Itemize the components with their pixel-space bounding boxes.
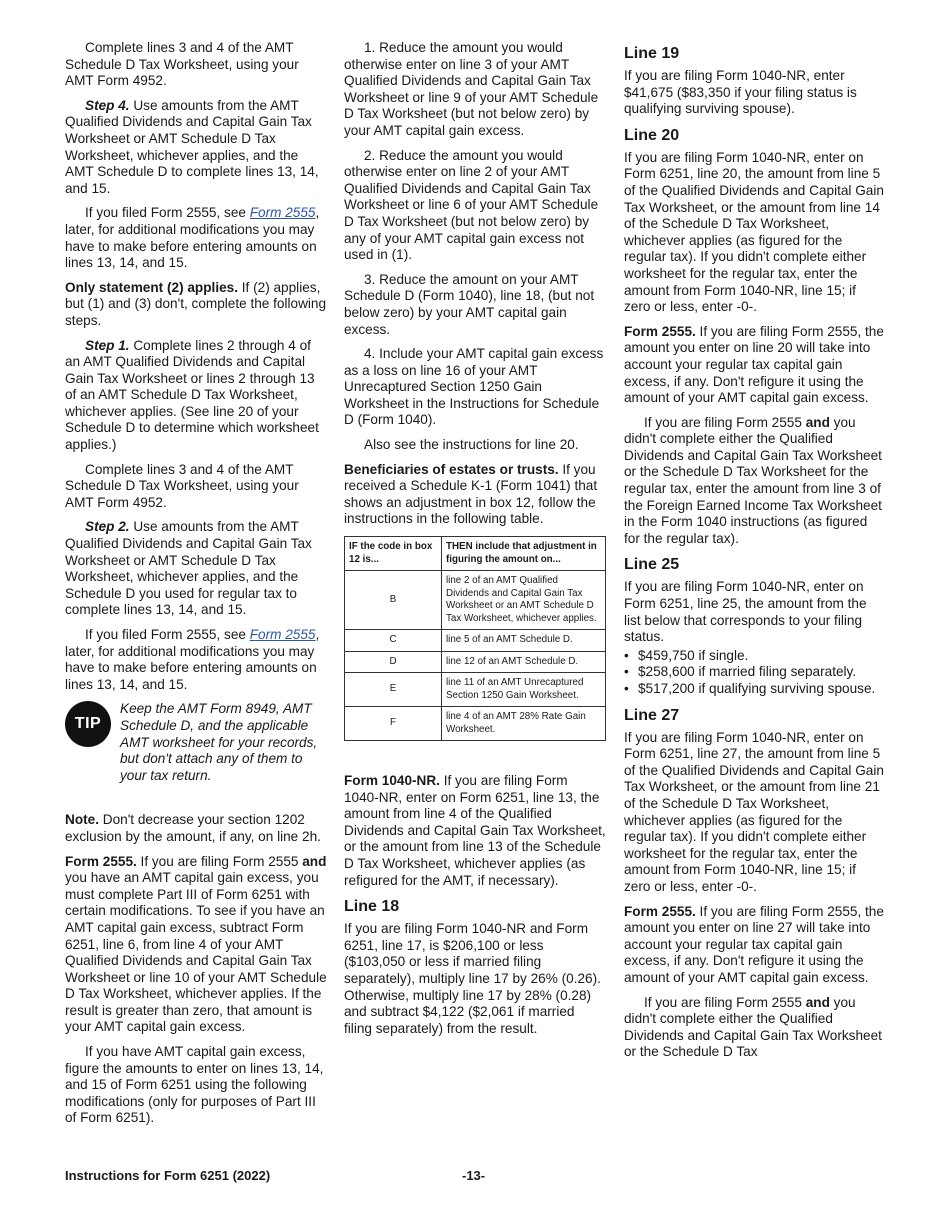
table-header: THEN include that adjustment in figuring the amount on... — [442, 537, 606, 571]
paragraph-beneficiaries: Beneficiaries of estates or trusts. If you received a Schedule K-1 (Form 1041) that shows an adjustment in box 12, follow the instructions in the following table. — [344, 461, 598, 527]
table-row — [345, 651, 606, 673]
section-heading-line18: Line 18 — [344, 898, 400, 916]
table-row — [345, 707, 606, 741]
tip-icon: TIP — [65, 701, 111, 747]
list-item: • $517,200 if qualifying surviving spouse. — [624, 681, 886, 698]
paragraph: If you are filing Form 1040-NR, enter on Form 6251, line 27, the amount from line 5 of the Qualified Dividends and Capital Gain Tax Worksheet, or the amount from line 21 of the Schedule D Tax Worksheet, whichever applies (as figured for the regular tax). If you didn't complete either worksheet for the regular tax, enter the amount from Form 1040-NR, line 15; if zero or less, enter -0-. — [624, 729, 884, 894]
table-row — [345, 571, 606, 630]
paragraph: If you are filing Form 2555 and you didn't complete either the Qualified Dividends and Capital Gain Tax Worksheet or the Schedule D Tax — [624, 994, 882, 1060]
table-header-row — [345, 537, 606, 571]
paragraph-note: Note. Don't decrease your section 1202 exclusion by the amount, if any, on line 2h. — [65, 812, 321, 844]
table-cell-code: D — [345, 651, 442, 673]
column-middle — [344, 40, 606, 1045]
paragraph: Complete lines 3 and 4 of the AMT Schedule D Tax Worksheet, using your AMT Form 4952. — [65, 461, 299, 510]
form2555-label: Form 2555. — [65, 853, 137, 869]
column-right — [624, 40, 886, 1069]
paragraph-step4: Step 4. Use amounts from the AMT Qualified Dividends and Capital Gain Tax Worksheet or AMT Schedule D Tax Worksheet, whichever applies, and the AMT Schedule D to complete lines 13, 14, and 15. — [65, 97, 319, 196]
only2-label: Only statement (2) applies. — [65, 279, 238, 295]
note-label: Note. — [65, 812, 99, 828]
paragraph-step1: Step 1. Complete lines 2 through 4 of an AMT Qualified Dividends and Capital Gain Tax Worksheet or lines 2 through 13 of an AMT Schedule D Tax Worksheet, whichever applies. (See line 20 of your Schedule D to determine which worksheet applies.) — [65, 337, 319, 453]
form1040nr-label: Form 1040-NR. — [344, 773, 440, 789]
table-cell-desc: line 12 of an AMT Schedule D. — [442, 651, 606, 673]
tip-text: Keep the AMT Form 8949, AMT Schedule D, and the applicable AMT worksheet for your records, but don't attach any of them to your tax return. — [120, 701, 318, 783]
table-row — [345, 630, 606, 652]
paragraph-form2555: Form 2555. If you are filing Form 2555 and you have an AMT capital gain excess, you must complete Part III of Form 6251 with certain modifications. To see if you have an AMT capital gain excess, subtract Form 6251, line 6, from line 4 of your AMT Qualified Dividends and Capital Gain Tax Worksheet or line 10 of your AMT Schedule D Tax Worksheet, whichever applies. If the result is greater than zero, that amount is your AMT capital gain excess. — [65, 853, 327, 1035]
paragraph: If you are filing Form 2555 and you didn't complete either the Qualified Dividends and Capital Gain Tax Worksheet or the Schedule D Tax Worksheet for the regular tax, enter the amount from line 3 of the Foreign Earned Income Tax Worksheet in the Form 1040 instructions (as figured for the regular tax). — [624, 414, 882, 546]
column-left — [65, 40, 327, 1135]
list-item: • $459,750 if single. — [624, 648, 886, 665]
table-cell-desc: line 4 of an AMT 28% Rate Gain Worksheet. — [442, 707, 606, 741]
form-2555-link[interactable]: Form 2555 — [249, 205, 316, 221]
table-row — [345, 673, 606, 707]
paragraph: If you are filing Form 1040-NR, enter on Form 6251, line 25, the amount from the list below that corresponds to your filing status. — [624, 579, 867, 645]
paragraph: If you are filing Form 1040-NR and Form 6251, line 17, is $206,100 or less ($103,050 or less if married filing separately), multiply line 17 by 26% (0.26). Otherwise, multiply line 17 by 28% (0.28) and subtract $4,122 ($2,061 if married filing separately) from the result. — [344, 921, 601, 1036]
box12-code-table — [344, 536, 606, 741]
paragraph-form2555: Form 2555. If you are filing Form 2555, the amount you enter on line 20 will take into account your regular tax capital gain excess, if any. Don't refigure it using the amount of your AMT capital gain excess. — [624, 323, 884, 406]
paragraph-form2555: Form 2555. If you are filing Form 2555, the amount you enter on line 27 will take into account your regular tax capital gain excess, if any. Don't refigure it using the amount of your AMT capital gain excess. — [624, 903, 884, 985]
section-heading-line20: Line 20 — [624, 126, 680, 144]
table-cell-desc: line 2 of an AMT Qualified Dividends and Capital Gain Tax Worksheet or an AMT Schedule D Tax Worksheet, whichever applies. — [442, 571, 606, 630]
table-cell-code: E — [345, 673, 442, 707]
table-header: IF the code in box 12 is... — [345, 537, 442, 571]
page-number: -13- — [462, 1168, 486, 1183]
step2-label: Step 2. — [85, 519, 130, 535]
paragraph-form2555-ref: If you filed Form 2555, see Form 2555, later, for additional modifications you may have to make before entering amounts on lines 13, 14, and 15. — [65, 627, 320, 692]
list-item: 1. Reduce the amount you would otherwise enter on line 3 of your AMT Qualified Dividends and Capital Gain Tax Worksheet or line 9 of your AMT Schedule D Tax Worksheet (but not below zero) by your AMT capital gain excess. — [344, 40, 599, 138]
table-cell-code: B — [345, 571, 442, 630]
footer-title: Instructions for Form 6251 (2022) — [65, 1168, 271, 1183]
paragraph-form1040nr: Form 1040-NR. If you are filing Form 1040-NR, enter on Form 6251, line 13, the amount from line 4 of the Qualified Dividends and Capital Gain Tax Worksheet, or the amount from line 13 of the Schedule D Tax Worksheet, whichever applies (as refigured for the AMT, if necessary). — [344, 773, 606, 888]
table-cell-code: F — [345, 707, 442, 741]
list-item: 3. Reduce the amount on your AMT Schedule D (Form 1040), line 18, (but not below zero) by your AMT capital gain excess. — [344, 271, 595, 337]
list-item: 2. Reduce the amount you would otherwise enter on line 2 of your AMT Qualified Dividends and Capital Gain Tax Worksheet or line 6 of your AMT Schedule D Tax Worksheet (but not below zero) by any of your AMT capital gain excess not used in (1). — [344, 147, 599, 263]
beneficiaries-label: Beneficiaries of estates or trusts. — [344, 461, 559, 477]
table-cell-desc: line 11 of an AMT Unrecaptured Section 1250 Gain Worksheet. — [442, 673, 606, 707]
section-heading-line27: Line 27 — [624, 706, 680, 724]
list-item: • $258,600 if married filing separately. — [624, 664, 886, 681]
form2555-label: Form 2555. — [624, 323, 696, 339]
paragraph: If you are filing Form 1040-NR, enter $41,675 ($83,350 if your filing status is qualifying surviving spouse). — [624, 68, 857, 117]
step1-label: Step 1. — [85, 337, 130, 353]
form-2555-link[interactable]: Form 2555 — [249, 627, 316, 642]
paragraph-step2: Step 2. Use amounts from the AMT Qualified Dividends and Capital Gain Tax Worksheet or AMT Schedule D Tax Worksheet, whichever applies, and the Schedule D you used for regular tax to complete lines 13, 14, and 15. — [65, 519, 312, 618]
filing-status-list — [624, 648, 886, 698]
table-cell-desc: line 5 of an AMT Schedule D. — [442, 630, 606, 652]
paragraph-form2555-ref: If you filed Form 2555, see Form 2555, later, for additional modifications you may have to make before entering amounts on lines 13, 14, and 15. — [65, 205, 320, 271]
paragraph: Complete lines 3 and 4 of the AMT Schedule D Tax Worksheet, using your AMT Form 4952. — [65, 40, 299, 89]
section-heading-line25: Line 25 — [624, 556, 680, 574]
section-heading-line19: Line 19 — [624, 45, 680, 62]
paragraph: If you have AMT capital gain excess, figure the amounts to enter on lines 13, 14, and 15 of Form 6251 using the following modifications (only for purposes of Part III of Form 6251). — [65, 1044, 324, 1126]
paragraph: If you are filing Form 1040-NR, enter on Form 6251, line 20, the amount from line 5 of the Qualified Dividends and Capital Gain Tax Worksheet, or the amount from line 14 of the Schedule D Tax Worksheet, whichever applies (as figured for the regular tax). If you didn't complete either worksheet for the regular tax, enter the amount from Form 1040-NR, line 15; if zero or less, enter -0-. — [624, 149, 884, 315]
paragraph: Also see the instructions for line 20. — [364, 437, 579, 453]
table-cell-code: C — [345, 630, 442, 652]
list-item: 4. Include your AMT capital gain excess as a loss on line 16 of your AMT Unrecaptured Section 1250 Gain Worksheet in the Instructions for Schedule D (Form 1040). — [344, 346, 604, 428]
step4-label: Step 4. — [85, 97, 130, 113]
tip-box — [65, 701, 327, 784]
form2555-label: Form 2555. — [624, 903, 696, 919]
paragraph-only-statement-2: Only statement (2) applies. If (2) applies, but (1) and (3) don't, complete the following steps. — [65, 279, 327, 328]
